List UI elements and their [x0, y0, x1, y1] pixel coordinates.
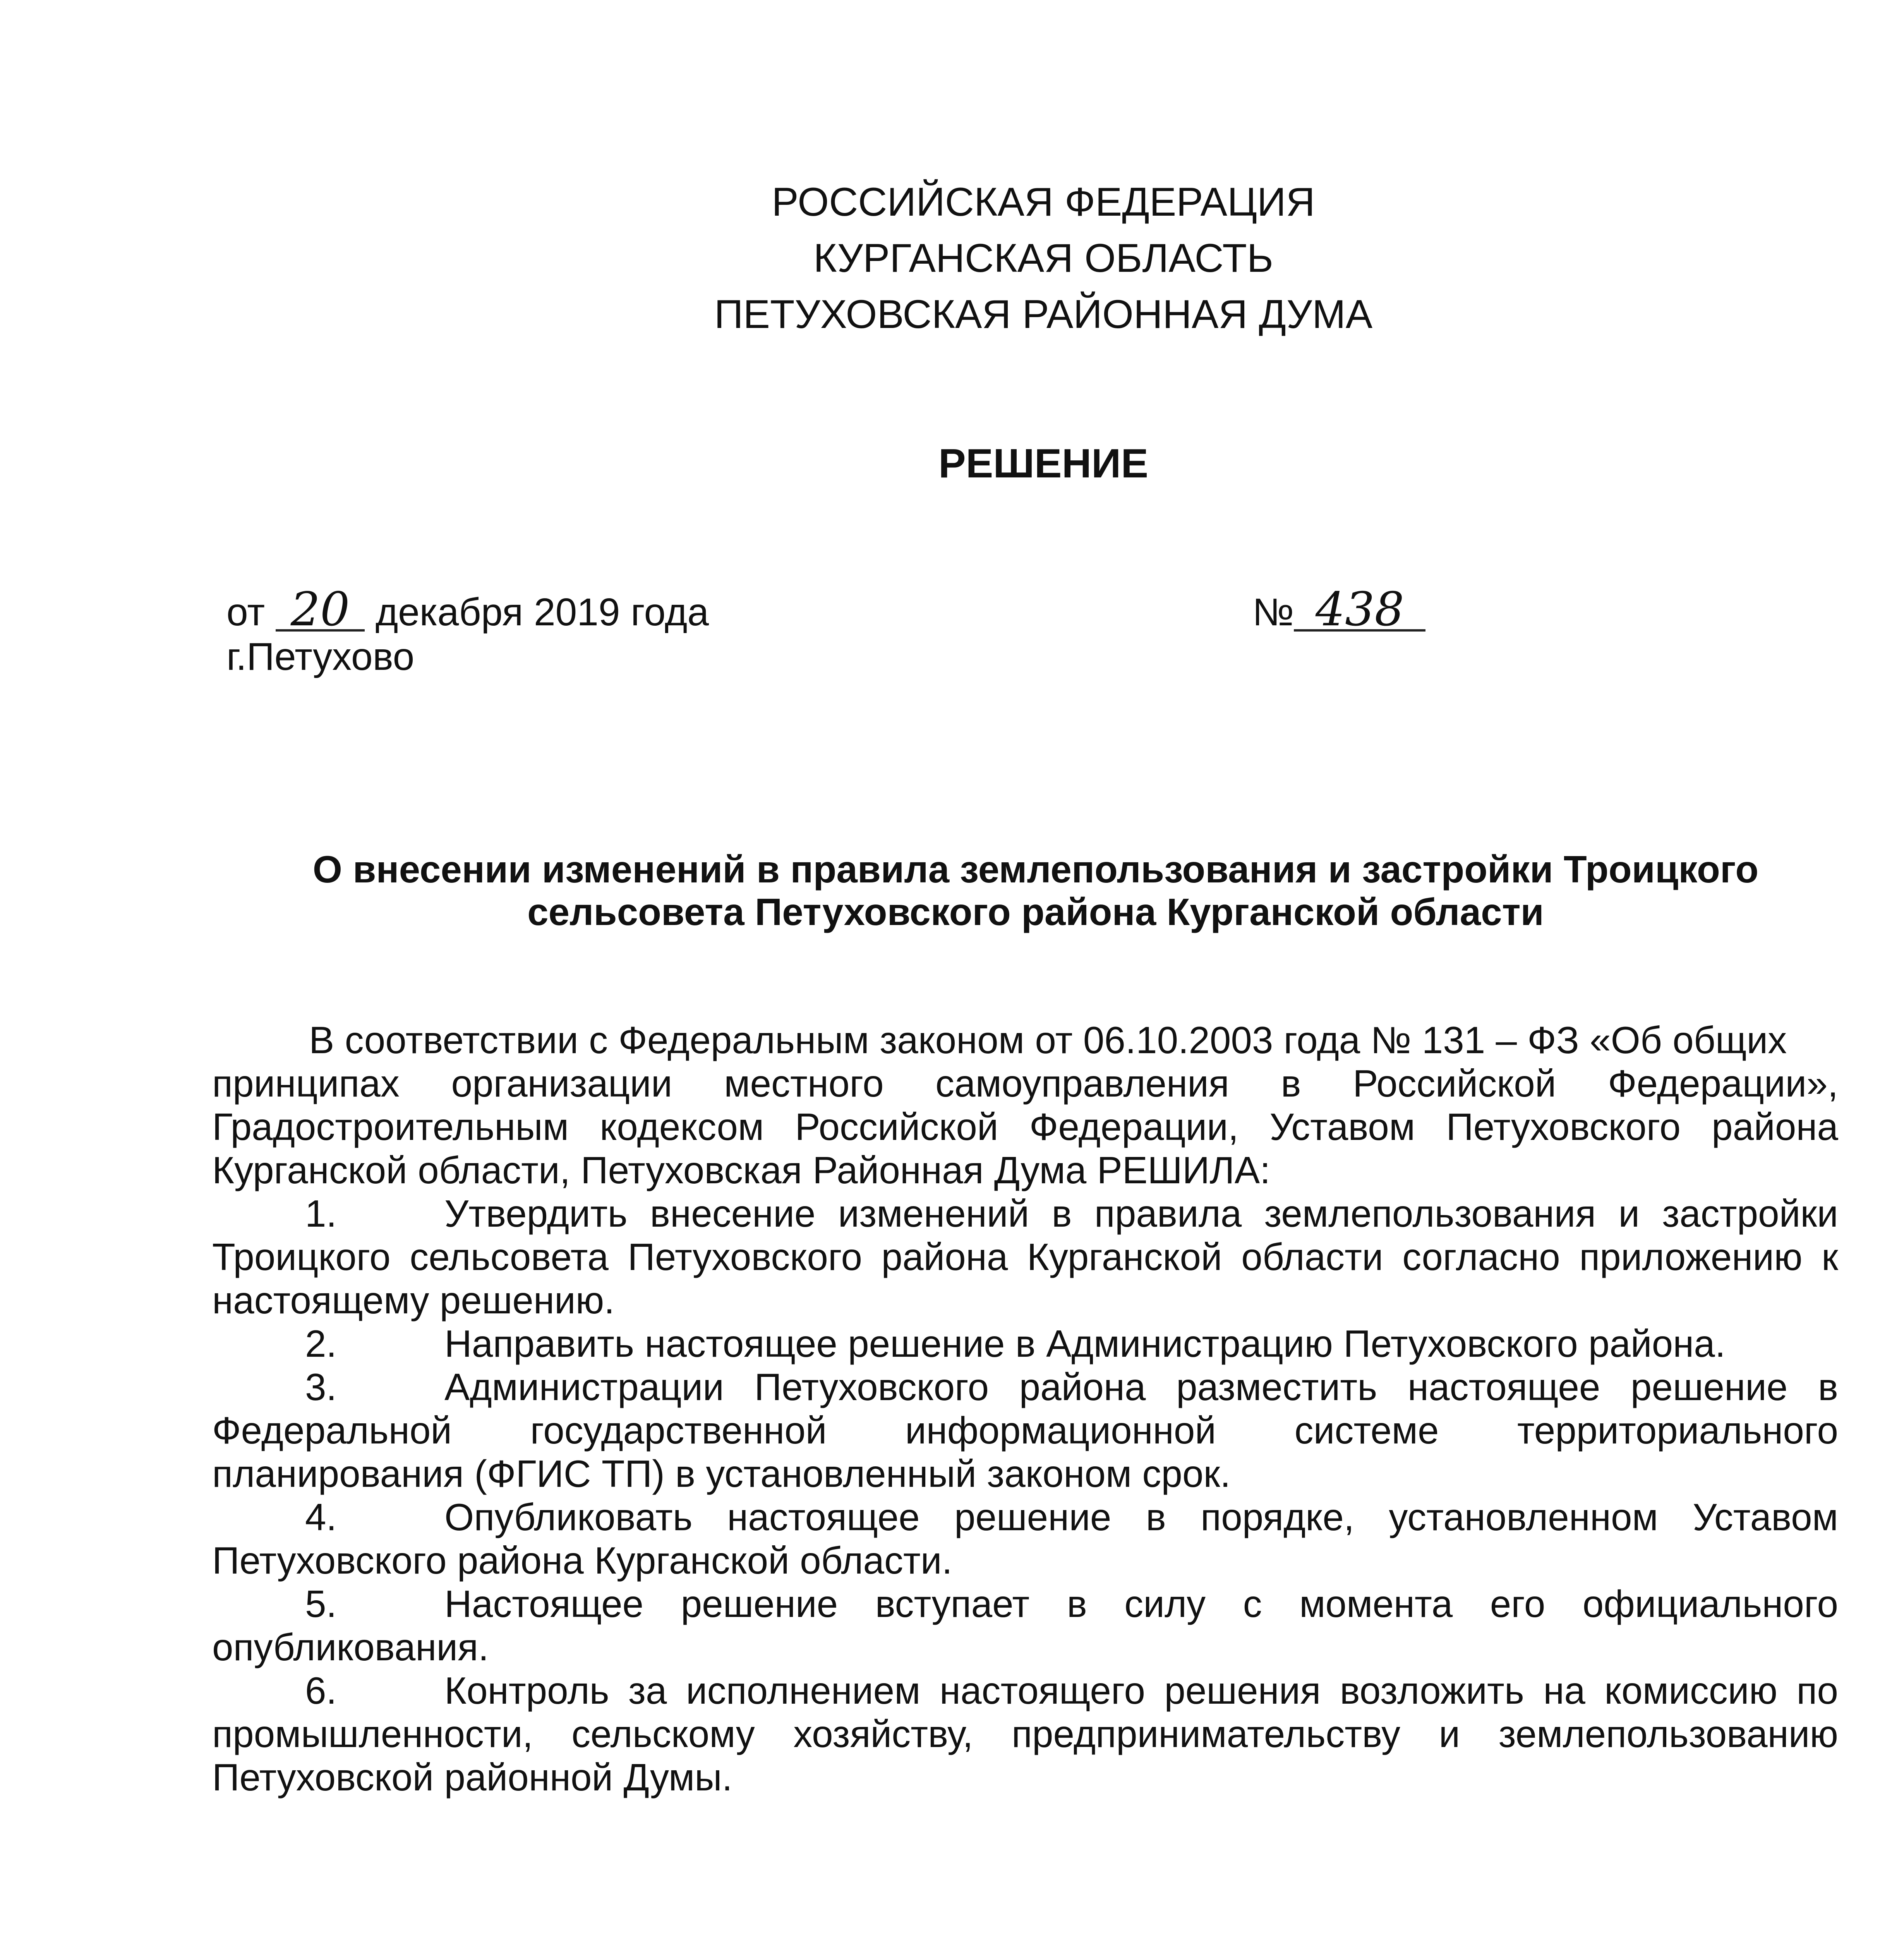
item-3-line-2: Федеральной государственной информационной системе территориального — [212, 1409, 1838, 1452]
date-prefix: от — [226, 590, 265, 634]
header-region: КУРГАНСКАЯ ОБЛАСТЬ — [813, 236, 1273, 281]
intro-line-3: Градостроительным кодексом Российской Федерации, Уставом Петуховского района — [212, 1105, 1838, 1148]
date-day-handwritten: 20 — [276, 590, 365, 632]
subject-line-2: сельсовета Петуховского района Курганской области — [527, 891, 1544, 933]
header-country: РОССИЙСКАЯ ФЕДЕРАЦИЯ — [772, 180, 1315, 225]
subject-line-1: О внесении изменений в правила землепользования и застройки Троицкого — [312, 848, 1759, 891]
item-2-line-1: 2. Направить настоящее решение в Администрацию Петуховского района. — [212, 1322, 1838, 1365]
item-4-line-1: 4. Опубликовать настоящее решение в порядке, установленном Уставом — [212, 1495, 1838, 1539]
number-label: № — [1252, 590, 1294, 634]
intro-line-2: принципах организации местного самоуправления в Российской Федерации», — [212, 1062, 1838, 1105]
item-1-line-3: настоящему решению. — [212, 1279, 615, 1322]
item-6-line-1: 6. Контроль за исполнением настоящего решения возложить на комиссию по — [212, 1669, 1838, 1712]
document-title: РЕШЕНИЕ — [938, 441, 1149, 486]
number-line — [1252, 583, 1425, 637]
item-6-line-3: Петуховской районной Думы. — [212, 1756, 732, 1799]
intro-line-4: Курганской области, Петуховская Районная Дума РЕШИЛА: — [212, 1149, 1271, 1191]
date-month-year: декабря 2019 года — [375, 590, 709, 634]
number-handwritten: 438 — [1294, 590, 1425, 632]
header-authority: ПЕТУХОВСКАЯ РАЙОННАЯ ДУМА — [714, 292, 1373, 337]
item-6-line-2: промышленности, сельскому хозяйству, предпринимательству и землепользованию — [212, 1713, 1838, 1755]
item-1-line-2: Троицкого сельсовета Петуховского района Курганской области согласно приложению к — [212, 1236, 1838, 1278]
item-5-line-2: опубликования. — [212, 1626, 489, 1668]
item-3-line-1: 3. Администрации Петуховского района разместить настоящее решение в — [212, 1365, 1838, 1409]
item-3-number: 3. — [305, 1366, 337, 1408]
date-line — [226, 583, 709, 637]
intro-line-1: В соответствии с Федеральным законом от 06.10.2003 года № 131 – ФЗ «Об общих — [309, 1019, 1787, 1061]
item-3-line-3: планирования (ФГИС ТП) в установленный законом срок. — [212, 1452, 1231, 1495]
item-2-number: 2. — [305, 1322, 337, 1365]
item-1-line-1: 1. Утвердить внесение изменений в правила землепользования и застройки — [212, 1192, 1838, 1235]
item-1-number: 1. — [305, 1192, 337, 1235]
decision-body — [212, 1018, 1838, 1799]
date-place: г.Петухово — [226, 635, 415, 678]
item-5-number: 5. — [305, 1582, 337, 1625]
item-4-number: 4. — [305, 1496, 337, 1538]
item-4-line-2: Петуховского района Курганской области. — [212, 1539, 952, 1582]
item-6-number: 6. — [305, 1669, 337, 1712]
item-5-line-1: 5. Настоящее решение вступает в силу с момента его официального — [212, 1582, 1838, 1625]
